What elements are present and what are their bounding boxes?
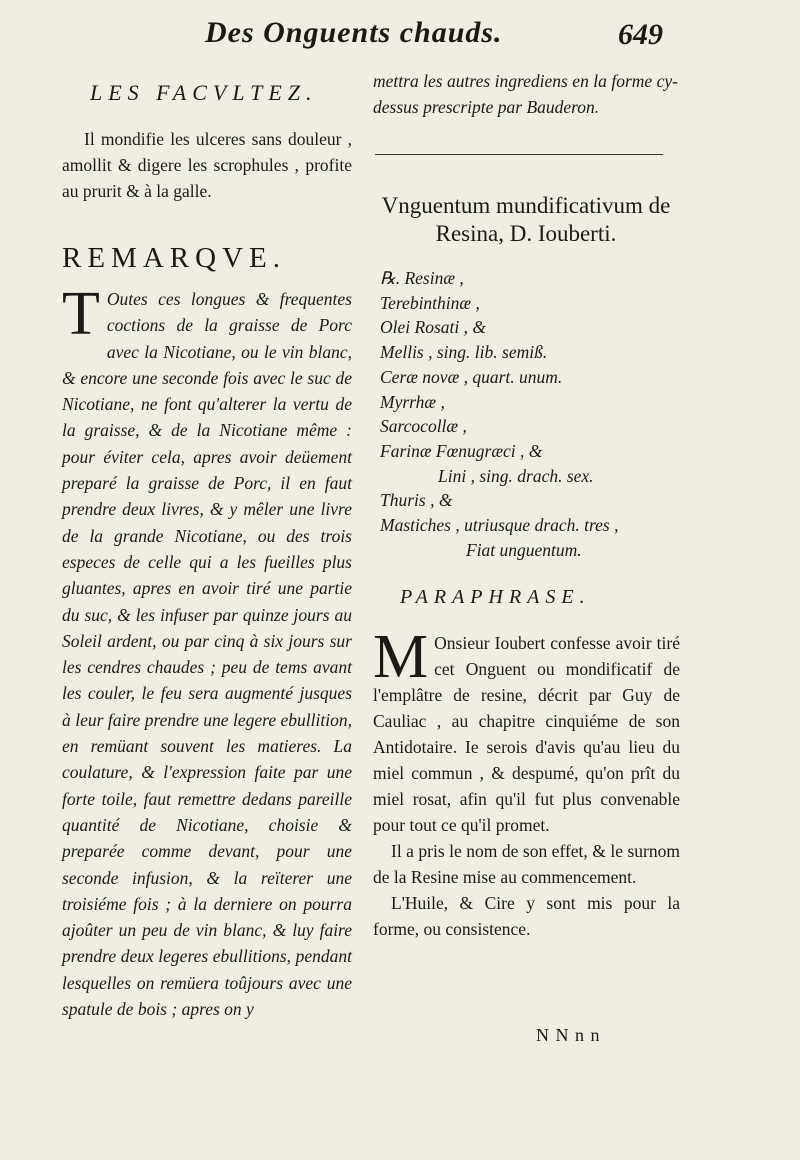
paraphrase-paragraph (373, 623, 680, 942)
ingredient-line: Terebinthinæ , (380, 292, 480, 313)
ingredient-line: Lini , sing. drach. sex. (438, 465, 594, 486)
ingredient-line: ℞. Resinæ , (380, 268, 464, 288)
remarque-paragraph (62, 280, 352, 1022)
facultez-heading: LES FACVLTEZ. (90, 80, 318, 105)
page-number: 649 (618, 18, 663, 51)
ingredient-list (380, 266, 680, 562)
right-intro-paragraph (373, 68, 678, 121)
ingredient-line: Mastiches , utriusque drach. tres , (380, 515, 619, 536)
ingredient-line: Thuris , & (380, 490, 453, 511)
right-intro-text: mettra les autres ingrediens en la forme cy-dessus prescripte par Bauderon. (373, 71, 678, 118)
ingredient-line: Farinæ Fœnugræci , & (380, 440, 543, 461)
section-divider (375, 154, 663, 155)
ingredient-line: Olei Rosati , & (380, 317, 486, 338)
remarque-dropcap: T (62, 280, 100, 348)
remarque-heading: REMARQVE. (62, 242, 286, 274)
facultez-text: Il mondifie les ulceres sans douleur , amollit & digere les scrophules , profite au prurit & à la galle. (62, 129, 352, 201)
paraphrase-heading: PARAPHRASE. (400, 586, 591, 608)
ingredient-line: Sarcocollæ , (380, 416, 467, 437)
running-head: Des Onguents chauds. (205, 16, 503, 49)
remarque-text: Outes ces longues & frequentes coctions de la graisse de Porc avec la Nicotiane, ou le vin blanc, & encore une seconde fois avec le suc de Nicotiane, ne font qu'alterer la vertu de la graisse, & de la Nicotiane même : pour éviter cela, apres avoir deüement preparé la graisse de Porc, il en faut prendre deux livres, & y mêler une livre de la grande Nicotiane, ou des trois especes de celle qui a les fueilles plus gluantes, apres en avoir tiré une partie du suc, & les infuser par quinze jours au Soleil ardent, ou par cinq à six jours sur les cendres chaudes ; peu de tems avant les couler, le feu sera augmenté jusques à leur faire prendre une legere ebullition, en remüant souvent les matieres. La coulature, & l'expression faite par une forte toile, faut remettre dedans pareille quantité de Nicotiane, choisie & preparée comme devant, pour une seconde infusion, & la reïterer une troisiéme fois ; à la derniere on pourra ajoûter un peu de vin blanc, & luy faire prendre deux legeres ebullitions, pendant lesquelles on remüera toûjours avec une spatule de bois ; apres on y (62, 289, 352, 1020)
paraphrase-text-3: L'Huile, & Cire y sont mis pour la forme, ou consistence. (373, 893, 680, 939)
recipe-title: Vnguentum mundificativum de Resina, D. Iouberti. (381, 193, 671, 246)
paraphrase-text-1: Onsieur Ioubert confesse avoir tiré cet Onguent ou mondificatif de l'emplâtre de resine, décrit par Guy de Cauliac , au chapitre cinquiéme de son Antidotaire. Ie serois d'avis qu'au lieu du miel commun , & despumé, qu'on prît du miel rosat, afin qu'il fut plus convenable pour tout ce qu'il promet. (373, 633, 680, 835)
paraphrase-text-2: Il a pris le nom de son effet, & le surnom de la Resine mise au commencement. (373, 841, 680, 887)
paraphrase-dropcap: M (373, 623, 429, 691)
ingredient-line: Fiat unguentum. (466, 539, 582, 560)
ingredient-line: Ceræ novæ , quart. unum. (380, 366, 563, 387)
ingredient-line: Myrrhæ , (380, 391, 445, 412)
facultez-paragraph (62, 126, 352, 204)
ingredient-line: Mellis , sing. lib. semiß. (380, 342, 548, 363)
gathering-signature: N N n n (536, 1025, 601, 1045)
